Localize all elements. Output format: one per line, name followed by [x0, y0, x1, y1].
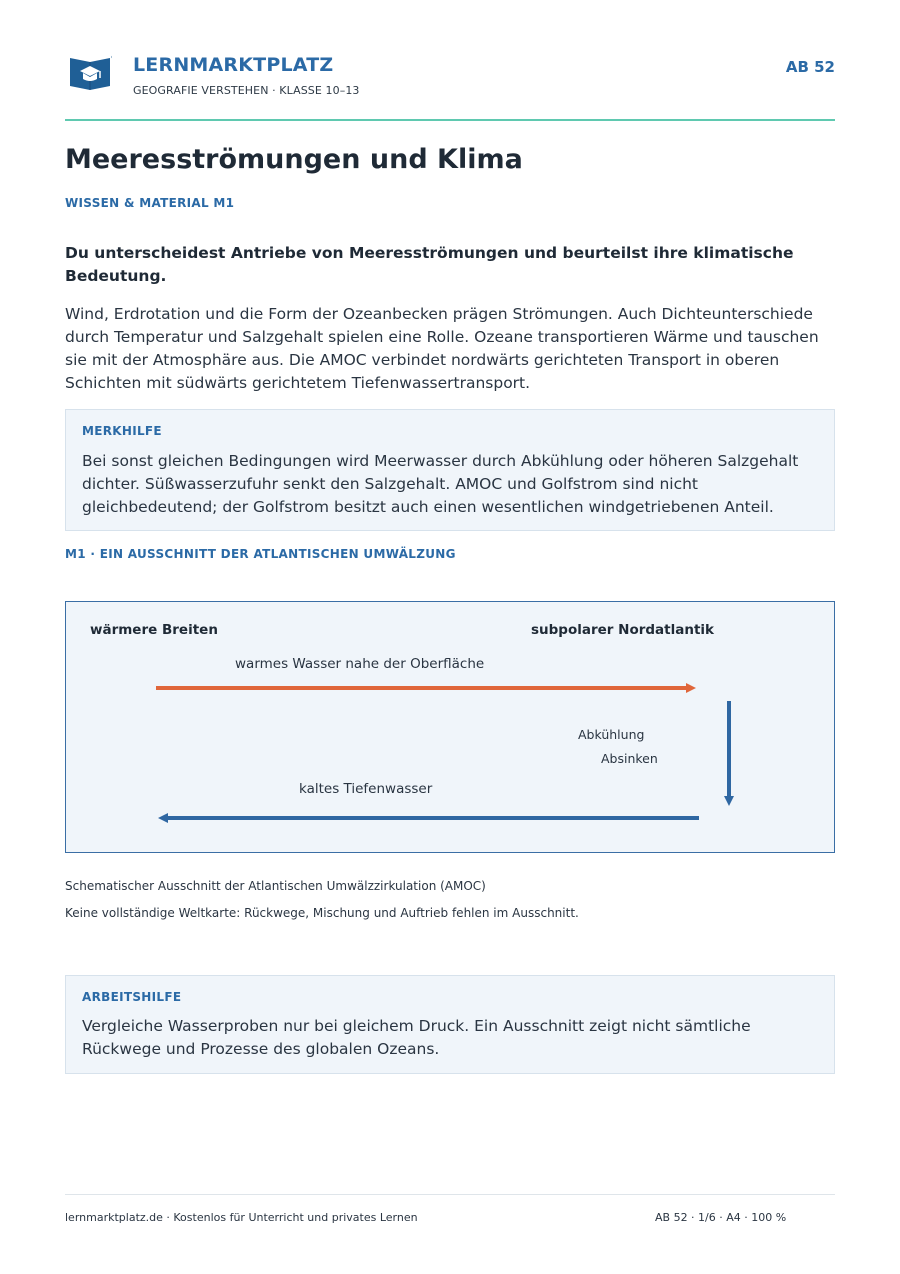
arbeitshilfe-label: ARBEITSHILFE	[82, 990, 182, 1004]
arbeitshilfe-box	[65, 975, 835, 1074]
diagram-caption: Schematischer Ausschnitt der Atlantischen Umwälzzirkulation (AMOC)	[65, 879, 486, 893]
label-sinking: Absinken	[601, 751, 658, 766]
footer-site-info: lernmarktplatz.de · Kostenlos für Unterricht und privates Lernen	[65, 1211, 418, 1224]
label-warmer-latitudes: wärmere Breiten	[90, 622, 218, 638]
learning-goal: Du unterscheidest Antriebe von Meeresströmungen und beurteilst ihre klimatische Bedeutung.	[65, 244, 794, 285]
footer-divider	[65, 1194, 835, 1195]
label-deep-flow: kaltes Tiefenwasser	[299, 781, 433, 797]
amoc-diagram	[65, 601, 835, 853]
header-divider	[65, 119, 835, 121]
surface-flow-arrowhead	[686, 683, 696, 693]
merkhilfe-text: Bei sonst gleichen Bedingungen wird Meerwasser durch Abkühlung oder höheren Salzgehalt dichter. Süßwasserzufuhr senkt den Salzgehalt. AMOC und Golfstrom sind nicht gleichbedeutend; der Golfstrom besitzt auch einen wesentlichen windgetriebenen Anteil.	[82, 452, 799, 516]
brand-subtitle: GEOGRAFIE VERSTEHEN · KLASSE 10–13	[133, 84, 360, 97]
deep-flow-arrowhead	[158, 813, 168, 823]
brand-name: LERNMARKTPLATZ	[133, 54, 334, 76]
label-subpolar-north-atlantic: subpolarer Nordatlantik	[531, 622, 715, 638]
m1-heading: M1 · EIN AUSSCHNITT DER ATLANTISCHEN UMWÄLZUNG	[65, 547, 456, 561]
section-tag: WISSEN & MATERIAL M1	[65, 196, 235, 210]
diagram-note: Keine vollständige Weltkarte: Rückwege, Mischung und Auftrieb fehlen im Ausschnitt.	[65, 906, 579, 920]
sinking-arrowhead	[724, 796, 734, 806]
merkhilfe-box	[65, 409, 835, 531]
arbeitshilfe-text: Vergleiche Wasserproben nur bei gleichem Druck. Ein Ausschnitt zeigt nicht sämtliche Rückwege und Prozesse des globalen Ozeans.	[82, 1017, 751, 1058]
sheet-number: AB 52	[785, 58, 835, 76]
amoc-diagram-svg	[66, 602, 836, 854]
graduation-cap-book-icon	[68, 54, 112, 92]
merkhilfe-label: MERKHILFE	[82, 424, 162, 438]
label-cooling: Abkühlung	[578, 727, 645, 742]
page-title: Meeresströmungen und Klima	[65, 144, 523, 175]
page-header	[65, 50, 835, 122]
label-surface-flow: warmes Wasser nahe der Oberfläche	[235, 656, 485, 672]
intro-paragraph: Wind, Erdrotation und die Form der Ozeanbecken prägen Strömungen. Auch Dichteunterschiede durch Temperatur und Salzgehalt spielen eine Rolle. Ozeane transportieren Wärme und tauschen sie mit der Atmosphäre aus. Die AMOC verbindet nordwärts gerichteten Transport in oberen Schichten mit südwärts gerichtetem Tiefenwassertransport.	[65, 305, 819, 392]
footer-page-info: AB 52 · 1/6 · A4 · 100 %	[655, 1211, 787, 1224]
